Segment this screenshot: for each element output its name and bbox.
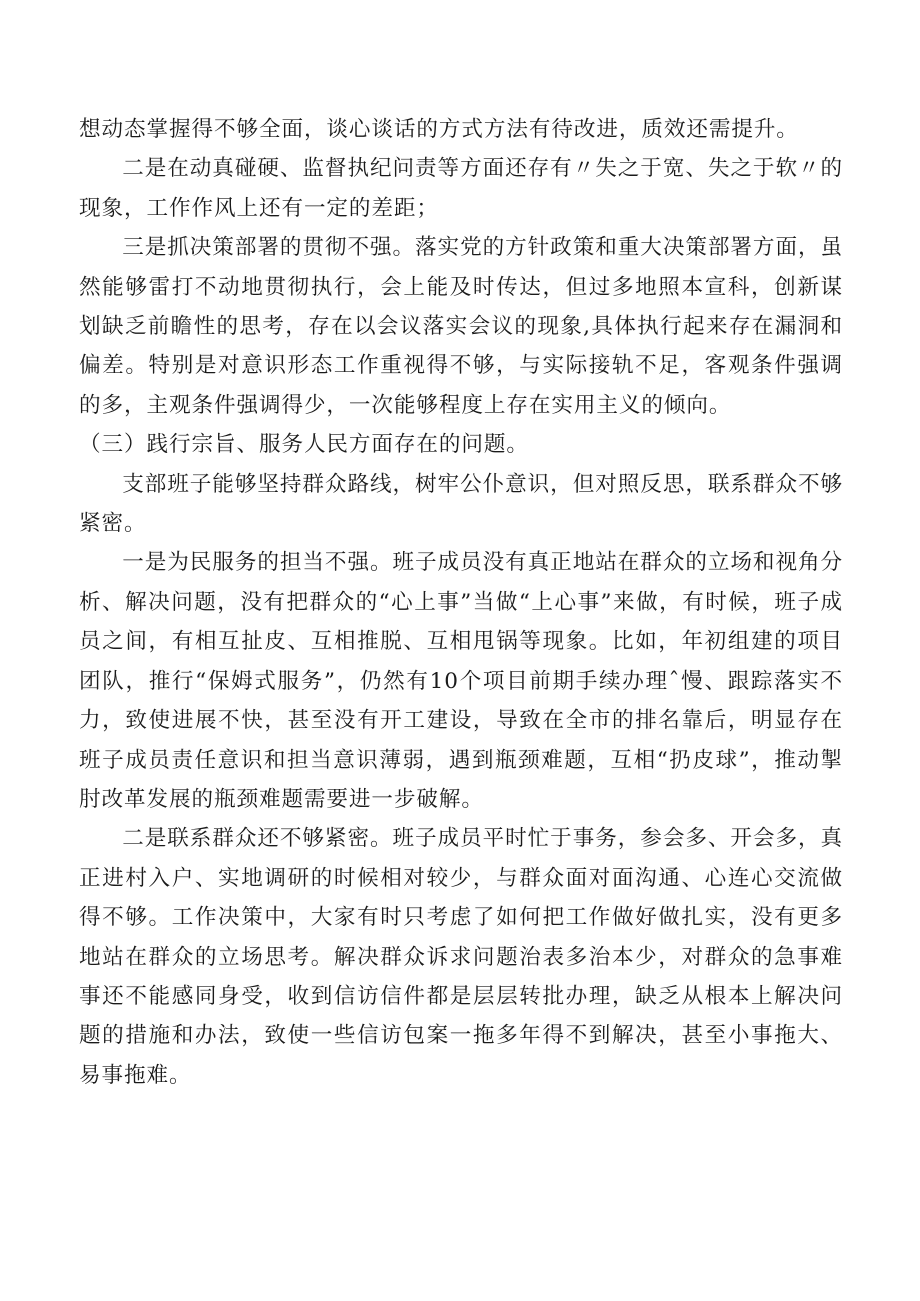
- paragraph-continuation: 想动态掌握得不够全面，谈心谈话的方式方法有待改进，质效还需提升。: [79, 117, 799, 142]
- section-heading-three: （三）践行宗旨、服务人民方面存在的问题。: [79, 432, 529, 458]
- paragraph-point-three-decision: 三是抓决策部署的贯彻不强。落实党的方针政策和重大决策部署方面，虽然能够雷打不动地贯彻执行，会上能及时传达，但过多地照本宣科，创新谋划缺乏前瞻性的思考，存在以会议落实会议的现象,具体执行起来存在漏洞和偏差。特别是对意识形态工作重视得不够，与实际接轨不足，客观条件强调的多，主观条件强调得少，一次能够程度上存在实用主义的倾向。: [79, 235, 843, 418]
- paragraph-point-one-service: 一是为民服务的担当不强。班子成员没有真正地站在群众的立场和视角分析、解决问题，没有把群众的“心上事”当做“上心事”来做，有时候，班子成员之间，有相互扯皮、互相推脱、互相甩锅等现象。比如，年初组建的项目团队，推行“保姆式服务”，仍然有10个项目前期手续办理ˆ慢、跟踪落实不力，致使进展不快，甚至没有开工建设，导致在全市的排名靠后，明显存在班子成员责任意识和担当意识薄弱，遇到瓶颈难题，互相“扔皮球”，推动掣肘改革发展的瓶颈难题需要进一步破解。: [79, 550, 843, 812]
- paragraph-point-two-supervision: 二是在动真碰硬、监督执纪问责等方面还存有〃失之于宽、失之于软〃的现象，工作作风上还有一定的差距；: [79, 156, 843, 221]
- paragraph-point-two-contact: 二是联系群众还不够紧密。班子成员平时忙于事务，参会多、开会多，真正进村入户、实地调研的时候相对较少，与群众面对面沟通、心连心交流做得不够。工作决策中，大家有时只考虑了如何把工作做好做扎实，没有更多地站在群众的立场思考。解决群众诉求问题治表多治本少，对群众的急事难事还不能感同身受，收到信访信件都是层层转批办理，缺乏从根本上解决问题的措施和办法，致使一些信访包案一拖多年得不到解决，甚至小事拖大、易事拖难。: [79, 826, 843, 1088]
- document-body: [79, 110, 843, 1095]
- paragraph-mass-line-intro: 支部班子能够坚持群众路线，树牢公仆意识，但对照反思，联系群众不够紧密。: [79, 471, 843, 537]
